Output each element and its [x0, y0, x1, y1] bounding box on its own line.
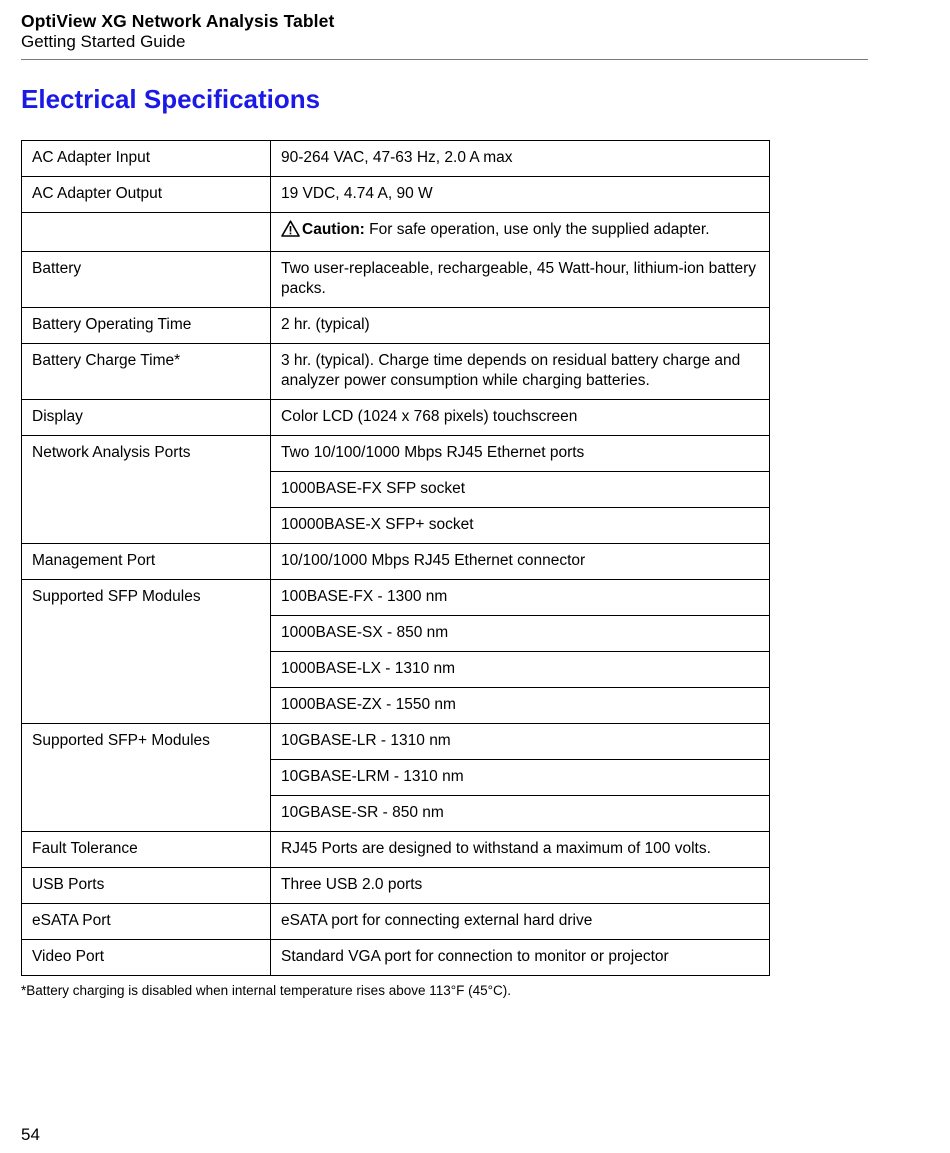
table-row: [22, 724, 770, 760]
spec-value: 1000BASE-LX - 1310 nm: [271, 652, 770, 688]
spec-value: Three USB 2.0 ports: [271, 868, 770, 904]
spec-label: USB Ports: [22, 868, 271, 904]
table-row: [22, 177, 770, 213]
table-row: [22, 344, 770, 400]
table-row: [22, 213, 770, 252]
spec-label: eSATA Port: [22, 904, 271, 940]
spec-value: 1000BASE-SX - 850 nm: [271, 616, 770, 652]
spec-value: 1000BASE-FX SFP socket: [271, 472, 770, 508]
spec-label: AC Adapter Input: [22, 141, 271, 177]
spec-value: Standard VGA port for connection to monitor or projector: [271, 940, 770, 976]
spec-label: Battery: [22, 252, 271, 308]
table-row: [22, 308, 770, 344]
spec-value: 3 hr. (typical). Charge time depends on residual battery charge and analyzer power consumption while charging batteries.: [271, 344, 770, 400]
header-title: OptiView XG Network Analysis Tablet: [21, 11, 335, 31]
spec-label: Battery Operating Time: [22, 308, 271, 344]
table-row: [22, 400, 770, 436]
spec-label: Fault Tolerance: [22, 832, 271, 868]
spec-value: 2 hr. (typical): [271, 308, 770, 344]
table-row: [22, 141, 770, 177]
spec-value: 100BASE-FX - 1300 nm: [271, 580, 770, 616]
spec-value: 10GBASE-SR - 850 nm: [271, 796, 770, 832]
table-row: [22, 436, 770, 472]
table-row: [22, 868, 770, 904]
specifications-table: [21, 140, 770, 976]
table-row: [22, 252, 770, 308]
spec-label: Video Port: [22, 940, 271, 976]
spec-value: 10GBASE-LR - 1310 nm: [271, 724, 770, 760]
table-row: [22, 832, 770, 868]
spec-value: 1000BASE-ZX - 1550 nm: [271, 688, 770, 724]
spec-label: Supported SFP+ Modules: [22, 724, 271, 832]
spec-value: RJ45 Ports are designed to withstand a maximum of 100 volts.: [271, 832, 770, 868]
spec-label: Management Port: [22, 544, 271, 580]
caution-label: Caution:: [302, 221, 365, 238]
spec-value: 10000BASE-X SFP+ socket: [271, 508, 770, 544]
footnote: *Battery charging is disabled when internal temperature rises above 113°F (45°C).: [21, 983, 512, 998]
spec-value: Two 10/100/1000 Mbps RJ45 Ethernet ports: [271, 436, 770, 472]
table-row: [22, 904, 770, 940]
table-row: [22, 580, 770, 616]
page-header: [21, 10, 868, 60]
spec-label: Battery Charge Time*: [22, 344, 271, 400]
spec-label: Network Analysis Ports: [22, 436, 271, 544]
page-number: 54: [21, 1125, 40, 1144]
table-row: [22, 940, 770, 976]
section-title: Electrical Specifications: [21, 84, 321, 114]
caution-text: For safe operation, use only the supplied adapter.: [364, 221, 710, 238]
spec-value: 19 VDC, 4.74 A, 90 W: [271, 177, 770, 213]
warning-triangle-icon: [281, 220, 300, 243]
header-subtitle: Getting Started Guide: [21, 32, 186, 51]
table-row: [22, 544, 770, 580]
spec-label: Supported SFP Modules: [22, 580, 271, 724]
spec-value: 90-264 VAC, 47-63 Hz, 2.0 A max: [271, 141, 770, 177]
spec-value: eSATA port for connecting external hard drive: [271, 904, 770, 940]
spec-label: AC Adapter Output: [22, 177, 271, 213]
spec-value: Two user-replaceable, rechargeable, 45 Watt-hour, lithium-ion battery packs.: [271, 252, 770, 308]
spec-value: 10/100/1000 Mbps RJ45 Ethernet connector: [271, 544, 770, 580]
spec-label: Display: [22, 400, 271, 436]
spec-label-empty: [22, 213, 271, 252]
spec-value: Color LCD (1024 x 768 pixels) touchscreen: [271, 400, 770, 436]
caution-note: [271, 213, 770, 252]
spec-value: 10GBASE-LRM - 1310 nm: [271, 760, 770, 796]
